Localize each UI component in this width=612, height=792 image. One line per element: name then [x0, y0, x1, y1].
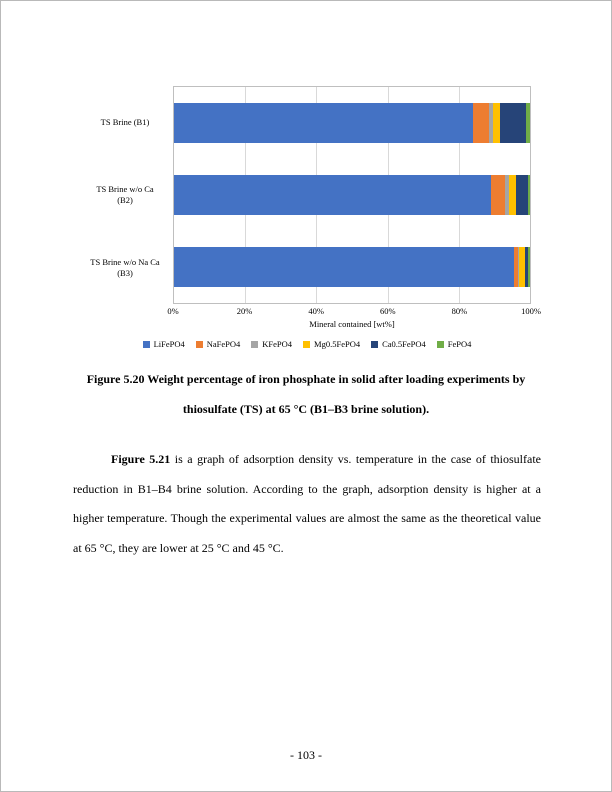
legend-label: Mg0.5FePO4: [314, 339, 361, 349]
figure-caption: [47, 364, 565, 424]
legend-item-KFePO4: [251, 339, 292, 349]
x-tick-label: 40%: [308, 306, 324, 316]
plot-area: [173, 86, 531, 304]
legend-swatch-icon: [371, 341, 378, 348]
bar-segment-Mg0.5FePO4: [493, 103, 500, 143]
x-tick-label: 80%: [451, 306, 468, 316]
x-tick-label: 100%: [521, 306, 541, 316]
bar-segment-FePO4: [528, 175, 530, 215]
x-tick-label: 0%: [167, 306, 179, 316]
legend-label: LiFePO4: [153, 339, 185, 349]
bar-segment-FePO4: [526, 103, 530, 143]
figure-caption-line1: Figure 5.20 Weight percentage of iron phosphate in solid after loading experiments by: [86, 372, 526, 386]
category-label: TS Brine w/o Ca (B2): [96, 184, 154, 205]
bar-row: [174, 87, 530, 159]
x-axis-ticks: [167, 304, 541, 317]
legend-label: KFePO4: [262, 339, 293, 349]
x-axis-title: Mineral contained [wt%]: [309, 319, 395, 329]
bar-segment-LiFePO4: [174, 175, 491, 215]
legend-swatch-icon: [143, 341, 150, 348]
bar-row: [174, 231, 530, 303]
legend-item-Ca0.5FePO4: [371, 339, 426, 349]
bar-segment-Mg0.5FePO4: [509, 175, 516, 215]
chart-legend: [83, 339, 531, 349]
bar-segment-Ca0.5FePO4: [500, 103, 527, 143]
page-number: - 103 -: [290, 748, 322, 762]
legend-item-FePO4: [437, 339, 472, 349]
category-label: TS Brine (B1): [100, 116, 150, 127]
bar-segment-Ca0.5FePO4: [516, 175, 528, 215]
legend-swatch-icon: [303, 341, 310, 348]
legend-item-LiFePO4: [143, 339, 185, 349]
bar-segment-NaFePO4: [491, 175, 505, 215]
category-axis: [83, 86, 173, 304]
figure-caption-line2: thiosulfate (TS) at 65 °C (B1–B3 brine solution).: [182, 402, 430, 416]
figure-5-20-chart: [83, 86, 541, 349]
body-paragraph: [73, 445, 541, 563]
bar-segment-NaFePO4: [473, 103, 489, 143]
legend-label: NaFePO4: [206, 339, 241, 349]
legend-label: FePO4: [447, 339, 472, 349]
legend-swatch-icon: [437, 341, 444, 348]
x-tick-label: 60%: [380, 306, 396, 316]
legend-label: Ca0.5FePO4: [382, 339, 426, 349]
legend-item-NaFePO4: [196, 339, 241, 349]
bar-segment-LiFePO4: [174, 103, 473, 143]
stacked-bar: [174, 247, 530, 287]
legend-swatch-icon: [196, 341, 203, 348]
paragraph-text: is a graph of adsorption density vs. temperature in the case of thiosulfate reduction in B1–B4 brine solution. According to the graph, adsorption density is higher at a higher temperature. Though the experimental values are almost the same as the theoretical value at 65 °C, they are lower at 25 °C and 45 °C.: [73, 452, 542, 555]
stacked-bar: [174, 103, 530, 143]
stacked-bar: [174, 175, 530, 215]
legend-item-Mg0.5FePO4: [303, 339, 360, 349]
category-label: TS Brine w/o Na Ca (B3): [90, 256, 160, 278]
x-tick-label: 20%: [236, 306, 253, 316]
legend-swatch-icon: [251, 341, 258, 348]
bar-segment-LiFePO4: [174, 247, 514, 287]
bar-segment-FePO4: [528, 247, 530, 287]
bar-row: [174, 159, 530, 231]
figure-reference: Figure 5.21: [111, 452, 171, 466]
